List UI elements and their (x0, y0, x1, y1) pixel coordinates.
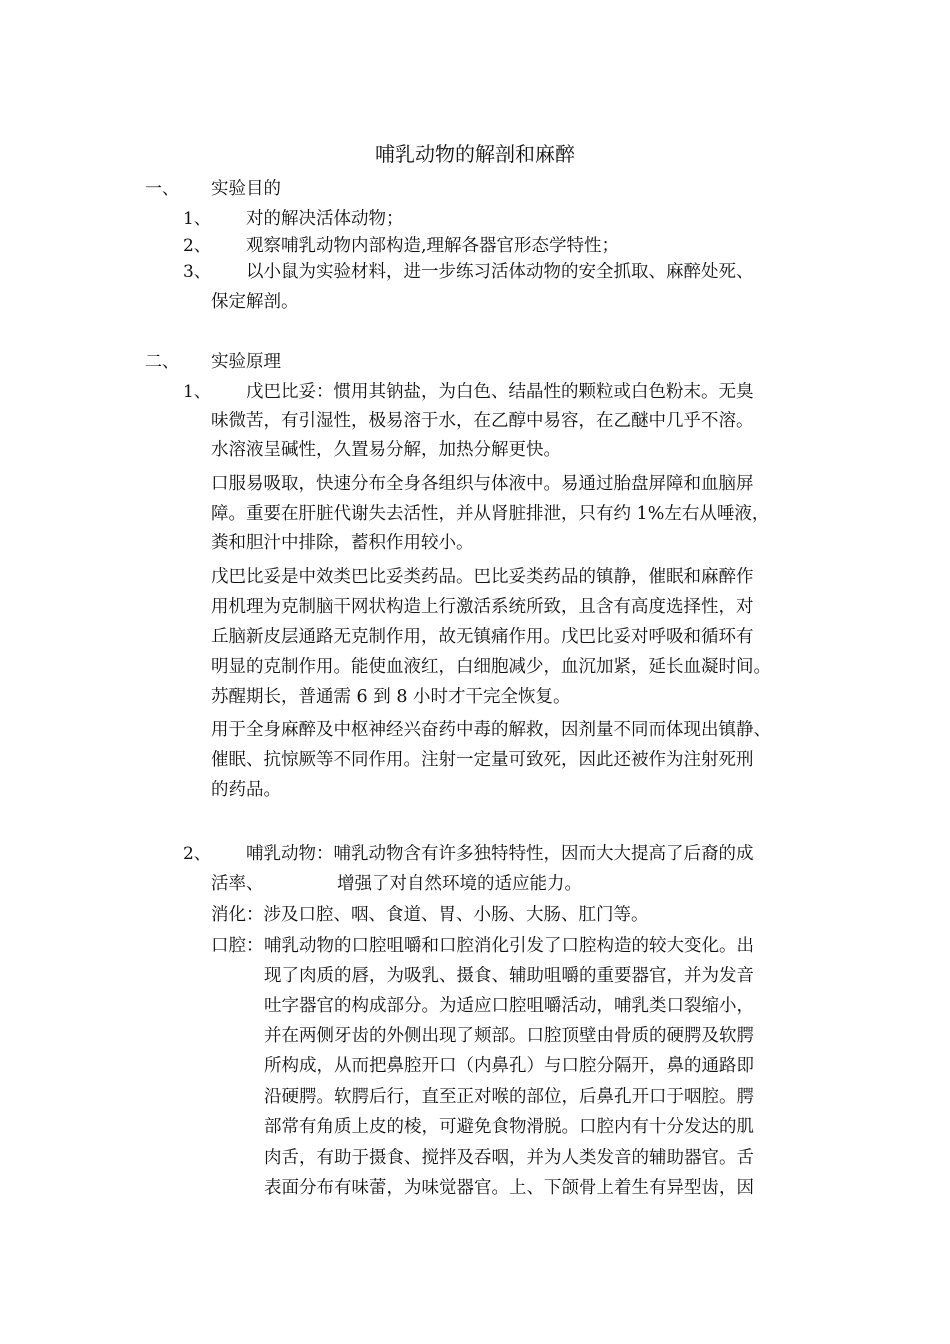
oral-line: 部常有角质上皮的棱，可避免食物滑脱。口腔内有十分发达的肌 (264, 1117, 754, 1137)
objective-3-text: 以小鼠为实验材料，进一步练习活体动物的安全抓取、麻醉处死、 (246, 262, 754, 282)
oral-line: 肉舌，有助于摄食、搅拌及吞咽，并为人类发音的辅助器官。舌 (264, 1148, 754, 1168)
section-2-number: 二、 (145, 352, 179, 372)
principle-1-line: 苏醒期长，普通需 6 到 8 小时才干完全恢复。 (211, 687, 571, 707)
page-title: 哺乳动物的解剖和麻醉 (375, 142, 575, 166)
principle-1-line: 味微苦，有引湿性，极易溶于水，在乙醇中易容，在乙醚中几乎不溶。 (211, 411, 754, 431)
objective-1-number: 1、 (183, 209, 211, 229)
principle-1-line: 丘脑新皮层通路无克制作用，故无镇痛作用。戊巴比妥对呼吸和循环有 (211, 627, 754, 647)
oral-first-line: 哺乳动物的口腔咀嚼和口腔消化引发了口腔构造的较大变化。出 (264, 936, 754, 956)
oral-line: 吐字器官的构成部分。为适应口腔咀嚼活动，哺乳类口裂缩小， (264, 996, 754, 1016)
principle-1-line: 粪和胆汁中排除，蓄积作用较小。 (211, 533, 474, 553)
principle-1-line: 的药品。 (211, 780, 281, 800)
oral-line: 所构成，从而把鼻腔开口（内鼻孔）与口腔分隔开，鼻的通路即 (264, 1056, 754, 1076)
principle-1-line: 口服易吸取，快速分布全身各组织与体液中。易通过胎盘屏障和血脑屏 (211, 474, 754, 494)
objective-1-text: 对的解决活体动物； (246, 209, 404, 229)
section-1-heading: 实验目的 (211, 179, 281, 199)
principle-1-line: 明显的克制作用。能使血液红，白细胞减少，血沉加紧，延长血凝时间。 (211, 657, 771, 677)
oral-label: 口腔： (211, 936, 264, 956)
principle-1-line: 水溶液呈碱性，久置易分解，加热分解更快。 (211, 440, 561, 460)
principle-1-line: 催眠、抗惊厥等不同作用。注射一定量可致死，因此还被作为注射死刑 (211, 750, 754, 770)
principle-1-line: 障。重要在肝脏代谢失去活性，并从肾脏排泄，只有约 1%左右从唾液， (211, 504, 770, 524)
section-1-number: 一、 (145, 179, 179, 199)
principle-2-continuation: 增强了对自然环境的适应能力。 (337, 874, 582, 894)
oral-line: 现了肉质的唇，为吸乳、摄食、辅助咀嚼的重要器官，并为发音 (264, 966, 754, 986)
principle-1-line: 用于全身麻醉及中枢神经兴奋药中毒的解救，因剂量不同而体现出镇静、 (211, 720, 771, 740)
objective-3-number: 3、 (183, 262, 211, 282)
principle-1-line: 戊巴比妥是中效类巴比妥类药品。巴比妥类药品的镇静，催眠和麻醉作 (211, 567, 754, 587)
principle-2-continuation: 活率、 (211, 874, 264, 894)
oral-line: 并在两侧牙齿的外侧出现了颊部。口腔顶壁由骨质的硬腭及软腭 (264, 1026, 754, 1046)
principle-1-line: 用机理为克制脑干网状构造上行激活系统所致，且含有高度选择性，对 (211, 597, 754, 617)
principle-2-first-line: 哺乳动物：哺乳动物含有许多独特特性，因而大大提高了后裔的成 (246, 844, 754, 864)
principle-1-first-line: 戊巴比妥：惯用其钠盐，为白色、结晶性的颗粒或白色粉末。无臭 (246, 382, 754, 402)
oral-line: 表面分布有味蕾，为味觉器官。上、下颌骨上着生有异型齿，因 (264, 1178, 754, 1198)
objective-3-continuation: 保定解剖。 (211, 292, 299, 312)
objective-2-number: 2、 (183, 236, 211, 256)
objective-2-text: 观察哺乳动物内部构造,理解各器官形态学特性； (246, 236, 620, 256)
principle-1-number: 1、 (183, 382, 211, 402)
section-2-heading: 实验原理 (211, 352, 281, 372)
principle-2-number: 2、 (183, 844, 211, 864)
digestion-line: 消化：涉及口腔、咽、食道、胃、小肠、大肠、肛门等。 (211, 905, 649, 925)
oral-line: 沿硬腭。软腭后行，直至正对喉的部位，后鼻孔开口于咽腔。腭 (264, 1087, 754, 1107)
